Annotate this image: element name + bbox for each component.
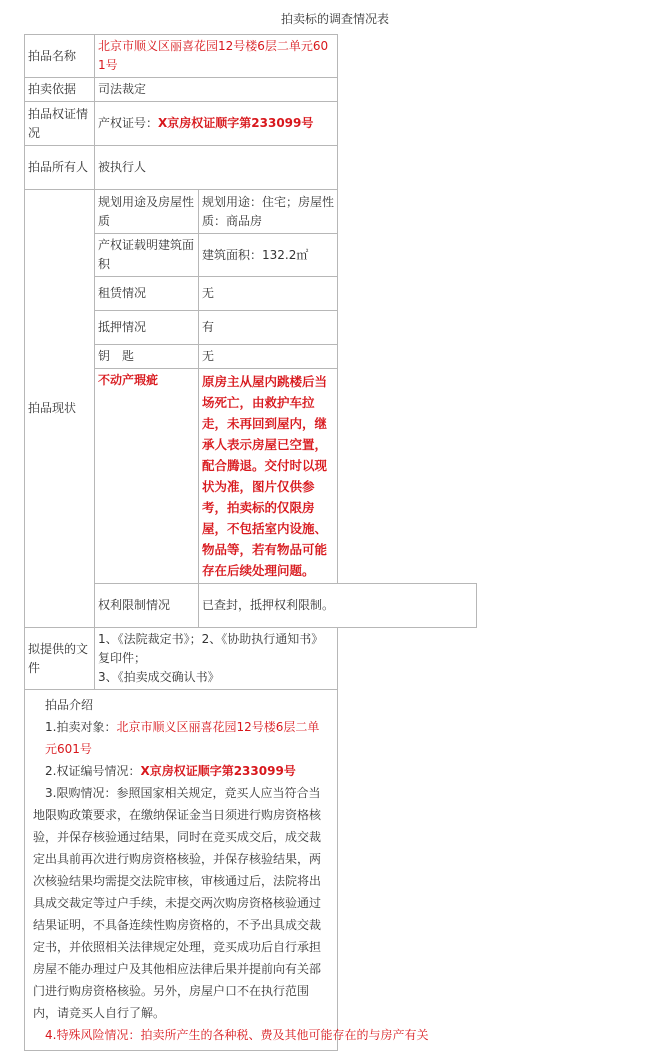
intro-heading: 拍品介绍 — [45, 698, 94, 712]
row-label: 拍卖依据 — [25, 78, 95, 102]
row-label: 拍品所有人 — [25, 146, 95, 190]
intro-item — [33, 716, 329, 760]
row-label: 拍品现状 — [25, 190, 95, 628]
table-row — [25, 35, 477, 78]
documents-cell — [95, 628, 338, 690]
row-label: 权利限制情况 — [95, 584, 199, 628]
owner-value: 被执行人 — [95, 146, 338, 190]
cert-prefix: 产权证号： — [98, 116, 159, 130]
area-value: 建筑面积：132.2㎡ — [199, 234, 338, 277]
intro-item-label: 1.拍卖对象： — [45, 720, 117, 734]
mortgage-value: 有 — [199, 311, 338, 345]
defect-value: 原房主从屋内跳楼后当场死亡，由救护车拉走，未再回到屋内，继承人表示房屋已空置，配合腾退。交付时以现状为准，图片仅供参考，拍卖标的仅限房屋，不包括室内设施、物品等，若有物品可能存在后续处理问题。 — [199, 369, 338, 584]
usage-value: 规划用途：住宅；房屋性质：商品房 — [199, 190, 338, 234]
key-value: 无 — [199, 345, 338, 369]
sub-label: 钥 匙 — [95, 345, 199, 369]
auction-basis: 司法裁定 — [95, 78, 338, 102]
page-title: 拍卖标的调查情况表 — [280, 12, 389, 26]
table-row — [25, 628, 477, 690]
intro-item: 3.限购情况：参照国家相关规定，竞买人应当符合当地限购政策要求，在缴纳保证金当日须进行购房资格核验，并保存核验通过结果，同时在竞买成交后，成交裁定出具前再次进行购房资格核验，并保存核验结果，两次核验结果均需提交法院审核，审核通过后，法院将出具成交裁定等过户手续，未提交两次购房资格核验通过结果证明，不具备连续性购房资格的，不予出具成交裁定书，并依照相关法律规定处理，竞买成功后自行承担房屋不能办理过户及其他相应法律后果并提前向有关部门进行购房资格核验。另外，房屋户口不在执行范围内，请竞买人自行了解。 — [33, 786, 322, 1020]
intro-item-label: 2.权证编号情况： — [45, 764, 141, 778]
table-row — [25, 190, 477, 234]
sub-label: 租赁情况 — [95, 277, 199, 311]
intro-item-value: X京房权证顺字第233099号 — [140, 764, 296, 778]
table-row — [25, 146, 477, 190]
row-label: 拟提供的文件 — [25, 628, 95, 690]
property-name: 北京市顺义区丽喜花园12号楼6层二单元601号 — [95, 35, 338, 78]
survey-table-container — [24, 34, 477, 1051]
table-row — [25, 102, 477, 146]
sub-label: 产权证载明建筑面积 — [95, 234, 199, 277]
sub-label: 规划用途及房屋性质 — [95, 190, 199, 234]
restriction-value: 已查封，抵押权利限制。 — [199, 584, 477, 628]
survey-table — [24, 34, 477, 1051]
row-label: 拍品名称 — [25, 35, 95, 78]
documents-line: 3、《拍卖成交确认书》 — [98, 670, 220, 684]
defect-label: 不动产瑕疵 — [95, 369, 199, 584]
intro-item-value: 北京市顺义区丽喜花园12号楼6层二单元601号 — [45, 720, 320, 756]
table-row — [25, 78, 477, 102]
documents-line: 1、《法院裁定书》；2、《协助执行通知书》复印件； — [98, 632, 324, 665]
cert-number: X京房权证顺字第233099号 — [158, 116, 314, 130]
cert-cell — [95, 102, 338, 146]
row-label: 拍品权证情况 — [25, 102, 95, 146]
intro-item: 4.特殊风险情况：拍卖所产生的各种税、费及其他可能存在的与房产有关 — [45, 1028, 429, 1042]
lease-value: 无 — [199, 277, 338, 311]
intro-item — [33, 760, 329, 782]
intro-cell — [25, 690, 429, 1051]
table-row — [25, 690, 477, 1051]
sub-label: 抵押情况 — [95, 311, 199, 345]
